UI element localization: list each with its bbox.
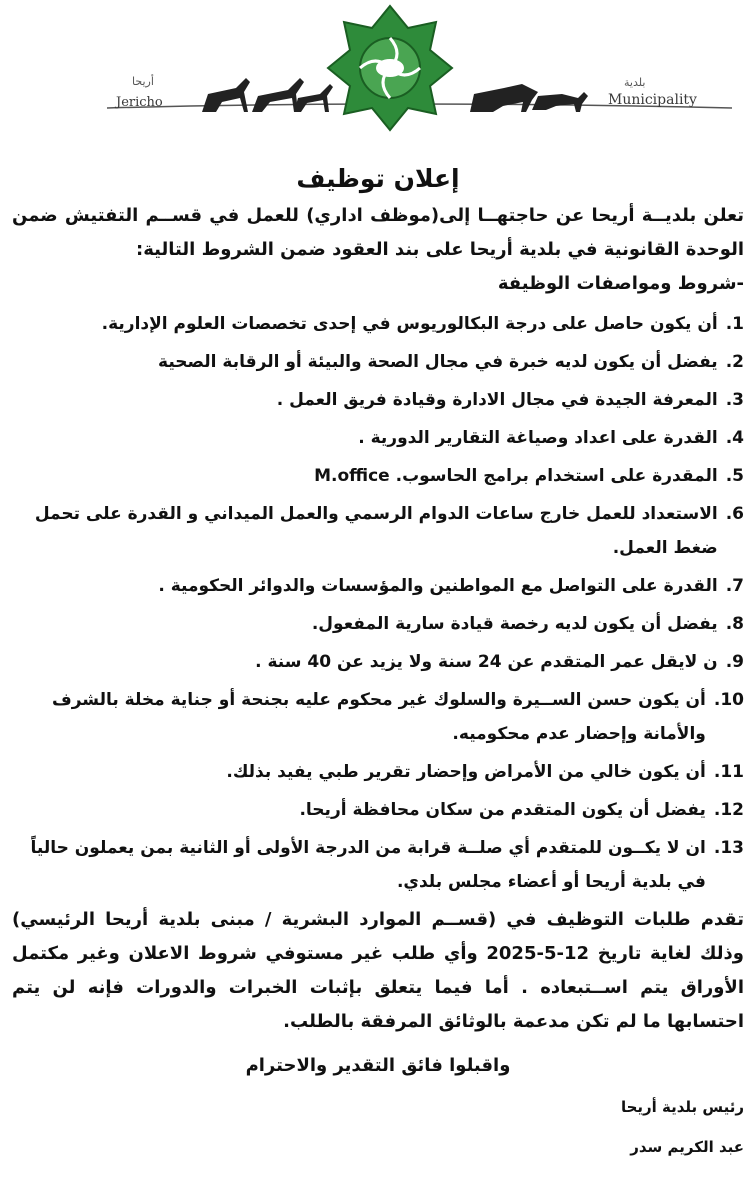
list-item: [12, 793, 744, 827]
list-item: [12, 307, 744, 341]
item-text: القدرة على التواصل مع المواطنين والمؤسسات والدوائر الحكومية .: [158, 576, 718, 596]
lion-right-2-icon: [532, 92, 588, 112]
closing-paragraph: تقدم طلبات التوظيف في (قســم الموارد البشرية / مبنى بلدية أريحا الرئيسي) وذلك لغاية تاريخ 12-5-2025 وأي طلب غير مستوفي شروط الاعلان وغير مكتمل الأوراق يتم اســتبعاده . أما فيما يتعلق بإثبات الخبرات والدورات فإنه لن يتم احتسابها ما لم تكن مدعمة بالوثائق المرفقة بالطلب.: [12, 909, 744, 1032]
item-number: 13.: [713, 838, 744, 858]
item-text: أن يكون حاصل على درجة البكالوريوس في إحدى تخصصات العلوم الإدارية.: [101, 314, 718, 334]
item-number: 9.: [725, 652, 744, 672]
gazelle-left-1-icon: [202, 78, 250, 112]
item-number: 7.: [725, 576, 744, 596]
lion-right-1-icon: [470, 84, 538, 112]
brand-english-right: Municipality: [608, 92, 697, 108]
requirements-list: [12, 307, 744, 899]
list-item: [12, 755, 744, 789]
regards-line: واقبلوا فائق التقدير والاحترام: [245, 1055, 511, 1076]
item-number: 4.: [725, 428, 744, 448]
brand-english-left: Jericho: [116, 95, 163, 110]
item-text: أن يكون خالي من الأمراض وإحضار تقرير طبي يفيد بذلك.: [226, 762, 706, 782]
item-text: يفضل أن يكون المتقدم من سكان محافظة أريحا.: [299, 800, 706, 820]
item-number: 8.: [725, 614, 744, 634]
intro-paragraph: تعلن بلديــة أريحا عن حاجتهــا إلى(موظف اداري) للعمل في قســم التفتيش ضمن الوحدة القانونية في بلدية أريحا على بند العقود ضمن الشروط التالية:: [12, 205, 744, 260]
list-item: [12, 645, 744, 679]
list-item: [12, 683, 744, 751]
signature-title: رئيس بلدية أريحا: [620, 1098, 744, 1116]
list-item: [12, 831, 744, 899]
jericho-municipality-logo: [12, 0, 756, 150]
list-item: [12, 497, 744, 565]
item-number: 2.: [725, 352, 744, 372]
header: [12, 0, 744, 150]
item-text: القدرة على اعداد وصياغة التقارير الدورية .: [358, 428, 718, 448]
requirements-heading: -شروط ومواصفات الوظيفة: [497, 273, 744, 294]
brand-arabic-right: بلدية: [624, 76, 646, 89]
item-number: 11.: [713, 762, 744, 782]
item-text: المقدرة على استخدام برامج الحاسوب. M.office: [314, 466, 718, 486]
item-number: 6.: [725, 504, 744, 524]
item-text: يفضل أن يكون لديه رخصة قيادة سارية المفعول.: [311, 614, 718, 634]
item-text: يفضل أن يكون لديه خبرة في مجال الصحة والبيئة أو الرقابة الصحية: [158, 352, 718, 372]
item-number: 3.: [725, 390, 744, 410]
item-number: 1.: [725, 314, 744, 334]
list-item: [12, 345, 744, 379]
item-number: 5.: [725, 466, 744, 486]
item-text: أن يكون حسن الســيرة والسلوك غير محكوم عليه بجنحة أو جناية مخلة بالشرف والأمانة وإحضار عدم محكوميه.: [51, 690, 706, 744]
list-item: [12, 459, 744, 493]
item-text: ان لا يكــون للمتقدم أي صلــة قرابة من الدرجة الأولى أو الثانية بمن يعملون حالياً في بلدية أريحا أو أعضاء مجلس بلدي.: [30, 838, 706, 892]
list-item: [12, 569, 744, 603]
item-text: الاستعداد للعمل خارج ساعات الدوام الرسمي والعمل الميداني و القدرة على تحمل ضغط العمل.: [34, 504, 718, 558]
list-item: [12, 383, 744, 417]
item-number: 10.: [713, 690, 744, 710]
brand-arabic-left: أريحا: [132, 75, 154, 88]
list-item: [12, 607, 744, 641]
announcement-title: إعلان توظيف: [296, 164, 460, 193]
item-text: ن لايقل عمر المتقدم عن 24 سنة ولا يزيد عن 40 سنة .: [255, 652, 718, 672]
signature-name: عبد الكريم سدر: [630, 1138, 744, 1156]
list-item: [12, 421, 744, 455]
item-number: 12.: [713, 800, 744, 820]
item-text: المعرفة الجيدة في مجال الادارة وقيادة فريق العمل .: [276, 390, 718, 410]
